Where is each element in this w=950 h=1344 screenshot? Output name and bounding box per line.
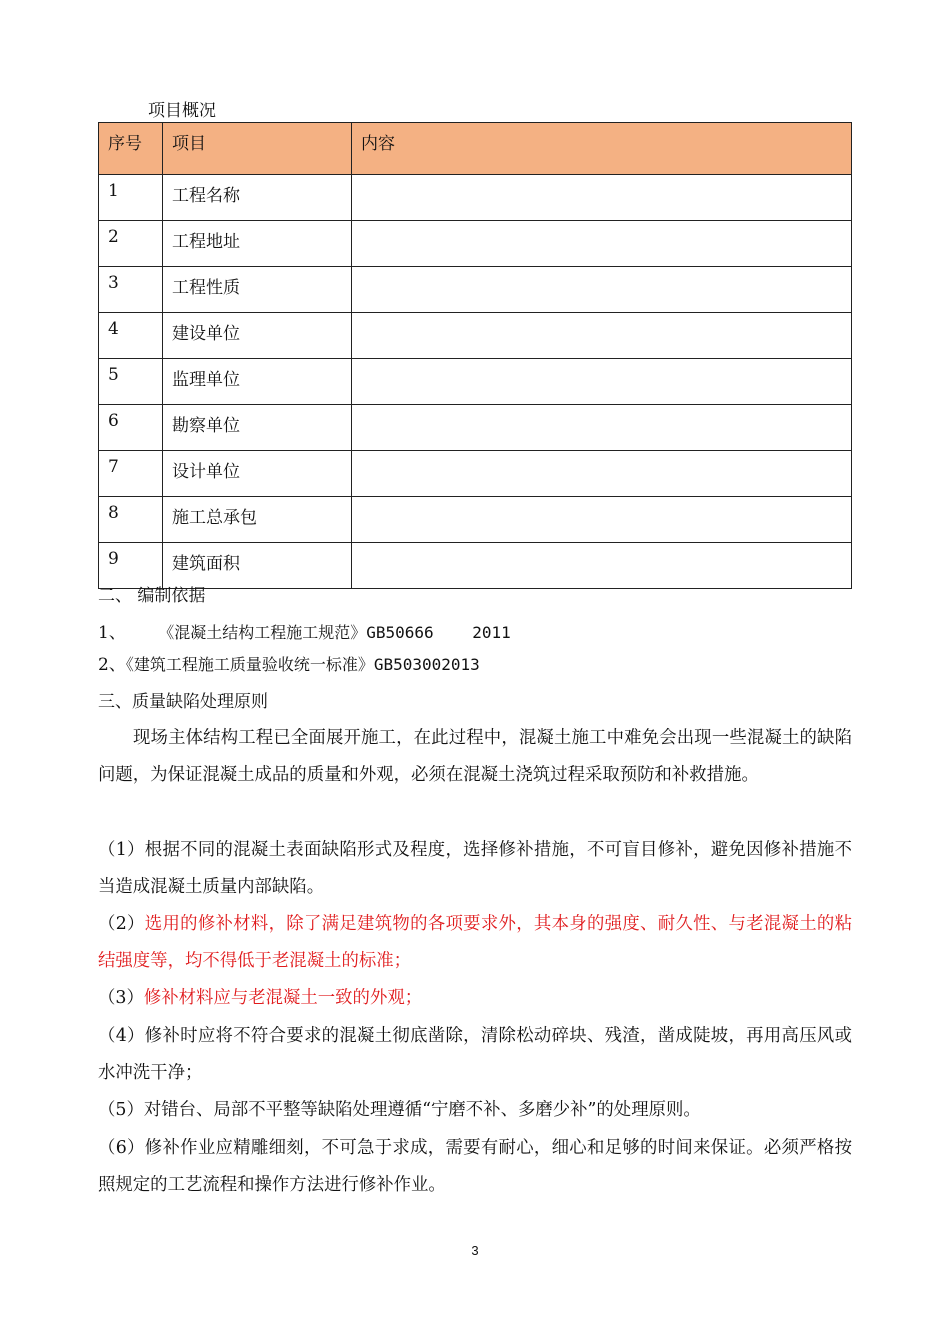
table-row xyxy=(99,451,852,497)
row-content xyxy=(352,359,852,405)
principle-number: （2） xyxy=(98,914,145,934)
table-row xyxy=(99,543,852,589)
header-item: 项目 xyxy=(163,123,352,175)
row-item: 勘察单位 xyxy=(163,405,352,451)
table-header-row xyxy=(99,123,852,175)
row-item: 工程地址 xyxy=(163,221,352,267)
row-content xyxy=(352,543,852,589)
row-number: 2 xyxy=(99,221,163,267)
table-caption: 项目概况 xyxy=(148,101,216,121)
row-number: 7 xyxy=(99,451,163,497)
row-number: 9 xyxy=(99,543,163,589)
row-item: 监理单位 xyxy=(163,359,352,405)
table-row xyxy=(99,405,852,451)
row-item: 施工总承包 xyxy=(163,497,352,543)
header-content: 内容 xyxy=(352,123,852,175)
row-content xyxy=(352,497,852,543)
principle-text: 修补时应将不符合要求的混凝土彻底凿除，清除松动碎块、残渣，凿成陡坡，再用高压风或水冲洗干净； xyxy=(98,1026,852,1083)
row-number: 4 xyxy=(99,313,163,359)
principle-text-highlighted: 修补材料应与老混凝土一致的外观； xyxy=(143,988,423,1008)
row-content xyxy=(352,221,852,267)
row-number: 5 xyxy=(99,359,163,405)
basis-item-1 xyxy=(98,622,511,644)
principle-number: （4） xyxy=(98,1026,145,1046)
row-item: 工程名称 xyxy=(163,175,352,221)
row-content xyxy=(352,313,852,359)
principle-item-5 xyxy=(98,1092,852,1129)
principle-item-6 xyxy=(98,1130,852,1204)
row-item: 建筑面积 xyxy=(163,543,352,589)
section-heading-basis: 二、 编制依据 xyxy=(98,586,206,606)
principle-item-2 xyxy=(98,906,852,980)
principle-text: 修补作业应精雕细刻，不可急于求成，需要有耐心，细心和足够的时间来保证。必须严格按照规定的工艺流程和操作方法进行修补作业。 xyxy=(98,1138,852,1195)
table-row xyxy=(99,267,852,313)
principle-text: 根据不同的混凝土表面缺陷形式及程度，选择修补措施，不可盲目修补，避免因修补措施不当造成混凝土质量内部缺陷。 xyxy=(98,840,852,897)
table-row xyxy=(99,313,852,359)
basis-item-prefix: 1、 xyxy=(98,623,159,643)
row-content xyxy=(352,451,852,497)
row-item: 建设单位 xyxy=(163,313,352,359)
row-number: 3 xyxy=(99,267,163,313)
row-number: 8 xyxy=(99,497,163,543)
basis-item-text: 《混凝土结构工程施工规范》GB50666 2011 xyxy=(158,623,511,642)
intro-paragraph: 现场主体结构工程已全面展开施工，在此过程中，混凝土施工中难免会出现一些混凝土的缺陷问题，为保证混凝土成品的质量和外观，必须在混凝土浇筑过程采取预防和补救措施。 xyxy=(98,728,852,785)
principle-item-3 xyxy=(98,980,852,1017)
principle-item-1 xyxy=(98,832,852,906)
table-row xyxy=(99,221,852,267)
row-item: 设计单位 xyxy=(163,451,352,497)
principle-number: （3） xyxy=(98,988,144,1008)
row-content xyxy=(352,405,852,451)
row-content xyxy=(352,175,852,221)
basis-item-prefix: 2、 xyxy=(98,655,126,675)
row-content xyxy=(352,267,852,313)
project-overview-table xyxy=(98,122,852,589)
principle-number: （5） xyxy=(98,1100,144,1120)
principle-number: （1） xyxy=(98,840,145,860)
page-number: 3 xyxy=(471,1243,479,1258)
table-row xyxy=(99,175,852,221)
row-number: 1 xyxy=(99,175,163,221)
header-serial: 序号 xyxy=(99,123,163,175)
principle-text: 对错台、局部不平整等缺陷处理遵循“宁磨不补、多磨少补”的处理原则。 xyxy=(143,1100,701,1120)
row-number: 6 xyxy=(99,405,163,451)
basis-item-2 xyxy=(98,654,480,676)
principle-item-4 xyxy=(98,1018,852,1092)
principle-text-highlighted: 选用的修补材料，除了满足建筑物的各项要求外，其本身的强度、耐久性、与老混凝土的粘结强度等，均不得低于老混凝土的标准； xyxy=(98,914,852,971)
principle-number: （6） xyxy=(98,1138,145,1158)
table-row xyxy=(99,497,852,543)
section-heading-principles: 三、质量缺陷处理原则 xyxy=(98,692,268,712)
row-item: 工程性质 xyxy=(163,267,352,313)
basis-item-text: 《建筑工程施工质量验收统一标准》GB503002013 xyxy=(125,655,480,674)
table-row xyxy=(99,359,852,405)
